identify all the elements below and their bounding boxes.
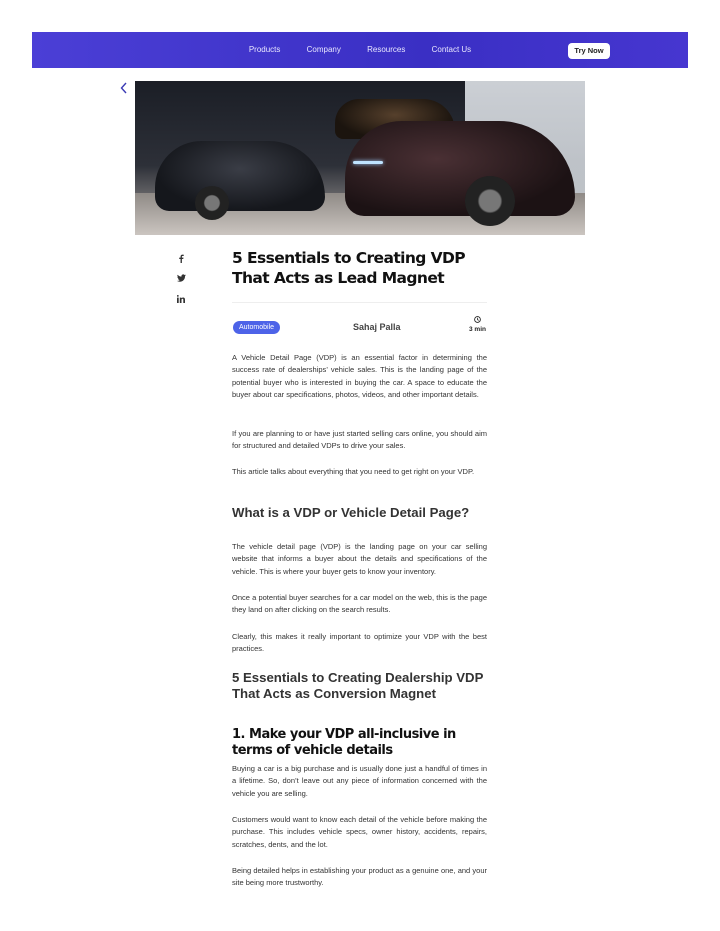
divider xyxy=(232,302,487,303)
paragraph: Buying a car is a big purchase and is usually done just a handful of times in a lifetime. So, don’t leave out any piece of information concerned with the vehicle you are selling. xyxy=(232,764,487,798)
car-wheel xyxy=(195,186,229,220)
paragraph: This article talks about everything that you need to get right on your VDP. xyxy=(232,467,475,476)
article-header xyxy=(232,248,487,288)
nav-item-contact[interactable] xyxy=(426,45,478,54)
category-badge[interactable]: Automobile xyxy=(233,321,280,334)
car-left xyxy=(155,141,325,211)
paragraph: If you are planning to or have just started selling cars online, you should aim for structured and detailed VDPs to drive your sales. xyxy=(232,429,487,451)
article-title: 5 Essentials to Creating VDP That Acts as Lead Magnet xyxy=(232,249,466,287)
paragraph: Being detailed helps in establishing your product as a genuine one, and your site being more trustworthy. xyxy=(232,866,487,888)
section-heading: 5 Essentials to Creating Dealership VDP That Acts as Conversion Magnet xyxy=(232,670,484,701)
twitter-icon[interactable] xyxy=(174,274,188,284)
car-headlight xyxy=(353,161,383,164)
nav-item-label: Contact Us xyxy=(431,45,472,54)
nav-item-company[interactable] xyxy=(301,45,347,54)
car-wheel xyxy=(465,176,515,226)
nav-item-label: Company xyxy=(306,45,341,54)
clock-icon xyxy=(474,316,481,325)
nav-item-label: Resources xyxy=(367,45,406,54)
read-time: 3 min xyxy=(469,326,486,333)
paragraph: Clearly, this makes it really important to optimize your VDP with the best practices. xyxy=(232,632,487,654)
chevron-left-icon[interactable] xyxy=(120,82,128,97)
hero-image xyxy=(135,81,585,235)
paragraph: The vehicle detail page (VDP) is the landing page on your car selling website that informs a buyer about the details and specifications of the vehicle. This is where your buyer gets to know your inventory. xyxy=(232,542,487,576)
try-now-button[interactable]: Try Now xyxy=(568,43,610,59)
paragraph: Once a potential buyer searches for a car model on the web, this is the page they land on after clicking on the search results. xyxy=(232,593,487,615)
subsection-heading: 1. Make your VDP all-inclusive in terms of vehicle details xyxy=(232,727,456,758)
top-navbar xyxy=(32,32,688,68)
car-main xyxy=(345,121,575,216)
facebook-icon[interactable] xyxy=(174,254,188,265)
section-heading: What is a VDP or Vehicle Detail Page? xyxy=(232,505,470,520)
nav-item-label: Products xyxy=(248,45,281,54)
paragraph: A Vehicle Detail Page (VDP) is an essential factor in determining the success rate of dealerships’ vehicle sales. This is the landing page of the potential buyer who is interested in buying the car. A space to educate the buyer about car specifications, photos, videos, and other important details. xyxy=(232,353,487,400)
nav-item-products[interactable] xyxy=(243,45,287,54)
nav-item-resources[interactable] xyxy=(361,45,411,54)
author-name: Sahaj Palla xyxy=(353,322,401,332)
linkedin-icon[interactable] xyxy=(174,295,188,305)
paragraph: Customers would want to know each detail of the vehicle before making the purchase. This includes vehicle specs, owner history, accidents, repairs, scratches, dents, and the lot. xyxy=(232,815,487,849)
